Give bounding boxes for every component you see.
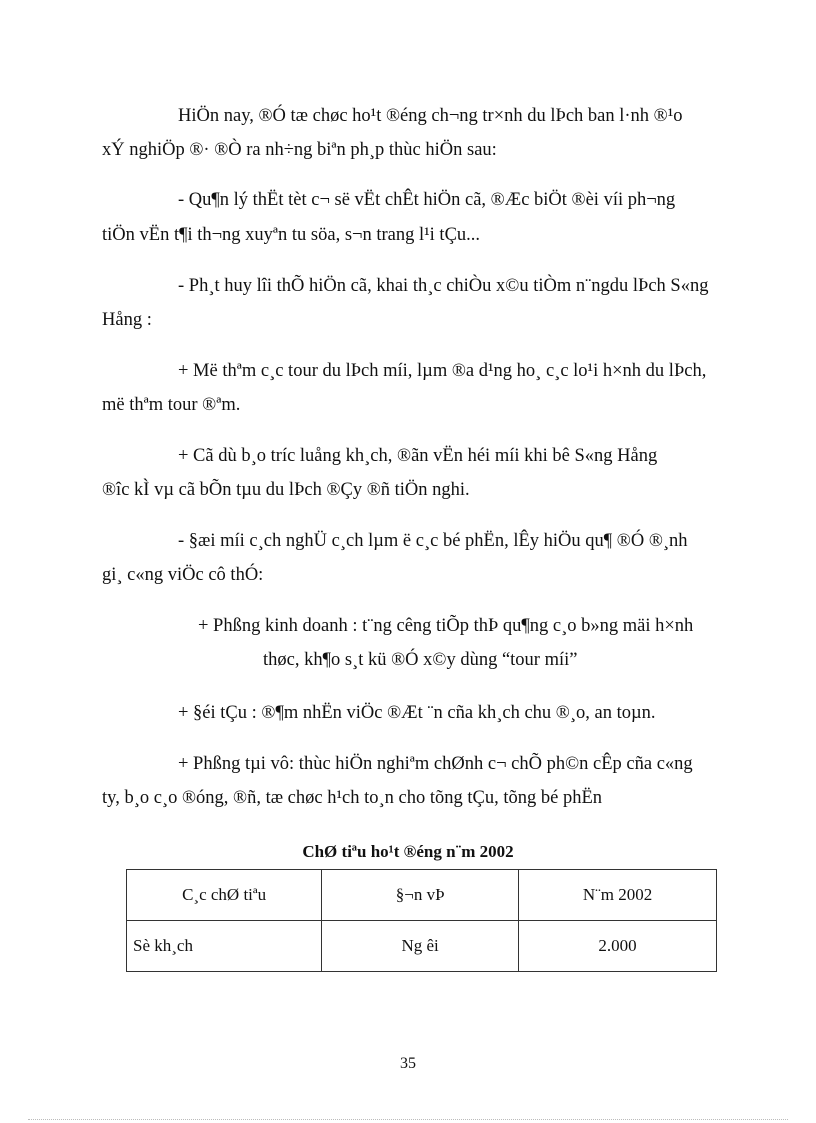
paragraph-5-line-1: + Cã dù b¸o tríc luång kh¸ch, ®ãn vËn héi míi khi bê S«ng Hång <box>178 446 658 466</box>
paragraph-8-line-1: + §éi tÇu : ®¶m nhËn viÖc ®Æt ¨n cña kh¸ch chu ®¸o, an toµn. <box>178 703 656 723</box>
paragraph-1-line-1: HiÖn nay, ®Ó tæ chøc ho¹t ®éng ch¬ng tr×nh du lÞch ban l·nh ®¹o <box>178 106 683 126</box>
paragraph-6-line-1: - §æi míi c¸ch nghÜ c¸ch lµm ë c¸c bé phËn, lÊy hiÖu qu¶ ®Ó ®¸nh <box>178 531 688 551</box>
table-header-cell: §¬n vÞ <box>322 870 519 921</box>
paragraph-5-line-2: ®îc kÌ vµ cã bÕn tµu du lÞch ®Çy ®ñ tiÖn nghi. <box>102 480 470 500</box>
paragraph-9-line-1: + Phßng tµi vô: thùc hiÖn nghiªm chØnh c¬ chÕ ph©n cÊp cña c«ng <box>178 754 693 774</box>
table-cell: 2.000 <box>519 921 717 972</box>
paragraph-6-line-2: gi¸ c«ng viÖc cô thÓ: <box>102 565 264 585</box>
paragraph-7-line-2: thøc, kh¶o s¸t kü ®Ó x©y dùng “tour míi” <box>263 650 578 670</box>
paragraph-7-line-1: + Phßng kinh doanh : t¨ng cêng tiÕp thÞ qu¶ng c¸o b»ng mäi h×nh <box>198 616 694 636</box>
paragraph-1-line-2: xÝ nghiÖp ®· ®Ò ra nh÷ng biªn ph¸p thùc hiÖn sau: <box>102 140 497 160</box>
table-row <box>127 921 717 972</box>
table-header-row <box>127 870 717 921</box>
page-number: 35 <box>400 1055 416 1072</box>
paragraph-4-line-2: më thªm tour ®ªm. <box>102 395 241 415</box>
table-header-cell: C¸c chØ tiªu <box>127 870 322 921</box>
table-cell: Sè kh¸ch <box>127 921 322 972</box>
paragraph-2-line-1: - Qu¶n lý thËt tèt c¬ së vËt chÊt hiÖn cã, ®Æc biÖt ®èi víi ph¬ng <box>178 190 676 210</box>
table-title: ChØ tiªu ho¹t ®éng n¨m 2002 <box>302 842 514 861</box>
indicator-table <box>126 869 717 972</box>
footer-divider <box>28 1119 788 1120</box>
paragraph-3-line-1: - Ph¸t huy lîi thÕ hiÖn cã, khai th¸c chiÒu x©u tiÒm n¨ngdu lÞch S«ng <box>178 276 709 296</box>
paragraph-4-line-1: + Më thªm c¸c tour du lÞch míi, lµm ®a d¹ng ho¸ c¸c lo¹i h×nh du lÞch, <box>178 361 707 381</box>
paragraph-2-line-2: tiÖn vËn t¶i th¬ng xuyªn tu söa, s¬n trang l¹i tÇu... <box>102 225 481 245</box>
paragraph-9-line-2: ty, b¸o c¸o ®óng, ®ñ, tæ chøc h¹ch to¸n cho tõng tÇu, tõng bé phËn <box>102 788 603 808</box>
paragraph-3-line-2: Hång : <box>102 310 152 330</box>
table-header-cell: N¨m 2002 <box>519 870 717 921</box>
table-cell: Ng êi <box>322 921 519 972</box>
